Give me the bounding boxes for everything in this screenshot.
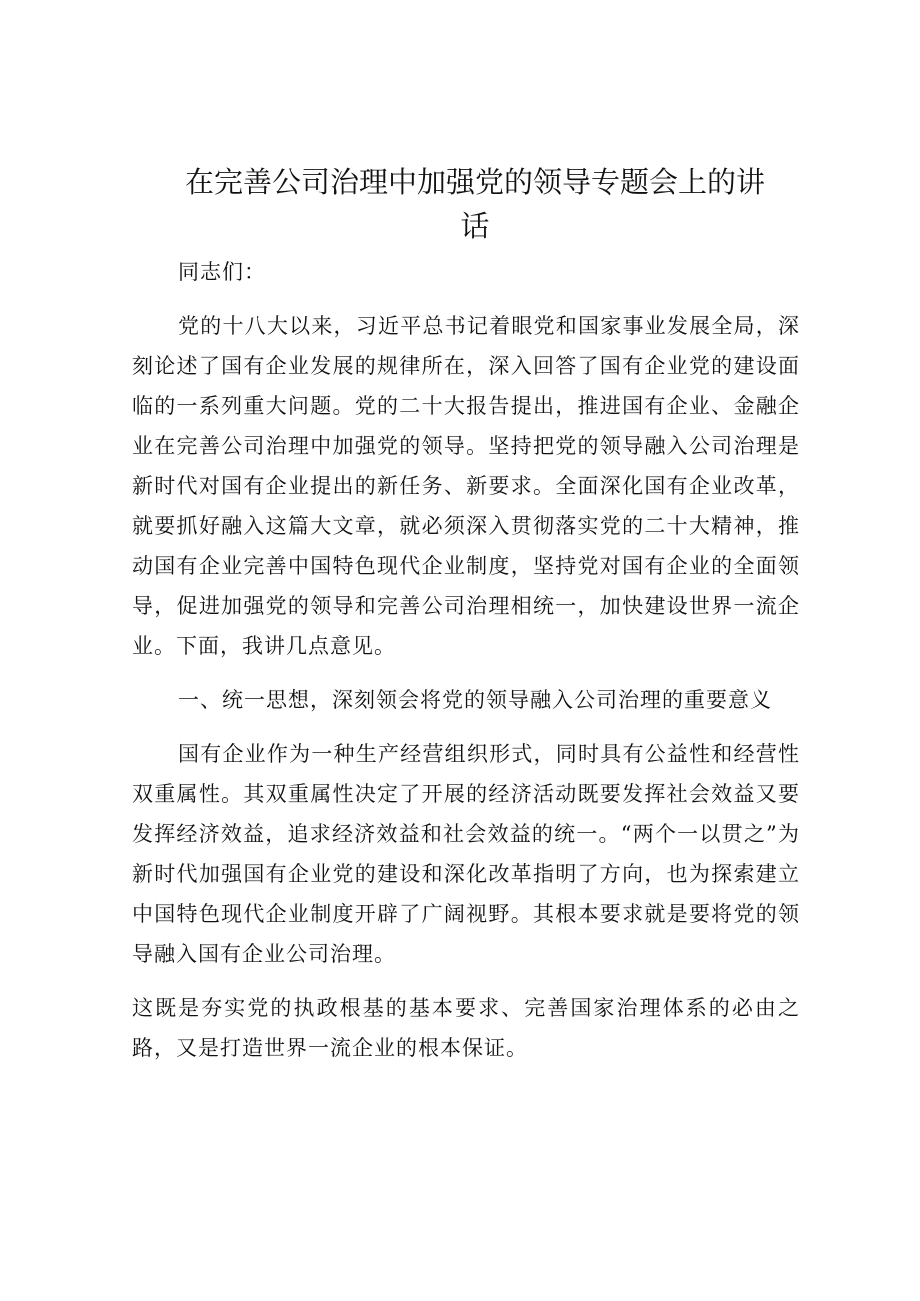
document-title [130, 160, 820, 248]
paragraph-section1: 国有企业作为一种生产经营组织形式，同时具有公益性和经营性双重属性。其双重属性决定了开展的经济活动既要发挥社会效益又要发挥经济效益，追求经济效益和社会效益的统一。“两个一以贯之”为新时代加强国有企业党的建设和深化改革指明了方向，也为探索建立中国特色现代企业制度开辟了广阔视野。其根本要求就是要将党的领导融入国有企业公司治理。 [132, 742, 800, 966]
title-line-1: 在完善公司治理中加强党的领导专题会上的讲 [184, 165, 765, 199]
paragraph-intro: 党的十八大以来，习近平总书记着眼党和国家事业发展全局，深刻论述了国有企业发展的规律所在，深入回答了国有企业党的建设面临的一系列重大问题。党的二十大报告提出，推进国有企业、金融企业在完善公司治理中加强党的领导。坚持把党的领导融入公司治理是新时代对国有企业提出的新任务、新要求。全面深化国有企业改革，就要抓好融入这篇大文章，就必须深入贯彻落实党的二十大精神，推动国有企业完善中国特色现代企业制度，坚持党对国有企业的全面领导，促进加强党的领导和完善公司治理相统一，加快建设世界一流企业。下面，我讲几点意见。 [132, 314, 800, 658]
section-heading-1: 一、统一思想，深刻领会将党的领导融入公司治理的重要意义 [178, 688, 772, 712]
paragraph-conclusion: 这既是夯实党的执政根基的基本要求、完善国家治理体系的必由之路，又是打造世界一流企业的根本保证。 [132, 996, 800, 1060]
title-line-2: 话 [460, 209, 490, 243]
document-body [132, 252, 800, 1068]
greeting: 同志们： [178, 260, 266, 284]
